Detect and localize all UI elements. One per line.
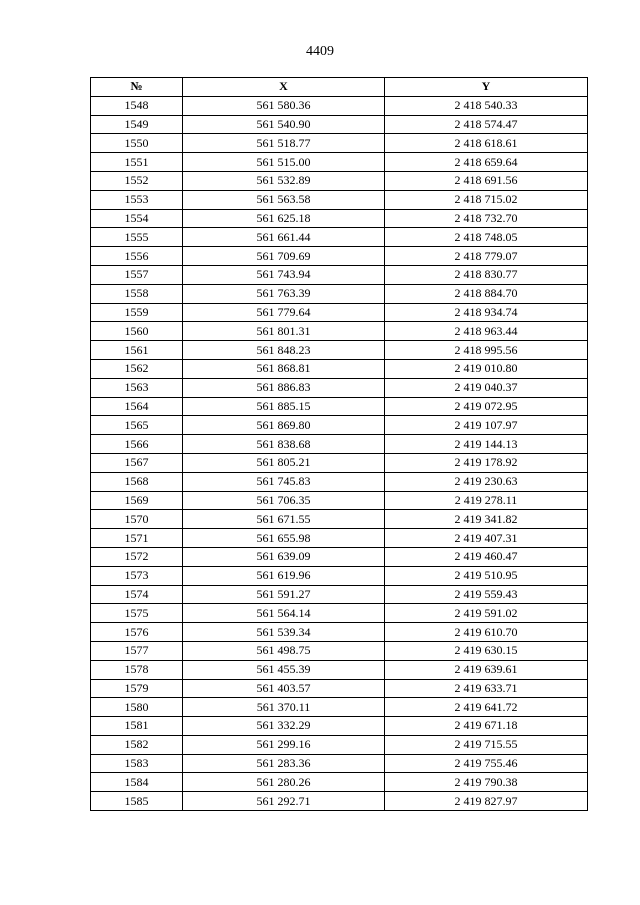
- cell-y: 2 418 748.05: [385, 228, 588, 247]
- table-header-row: [91, 78, 588, 97]
- cell-number: 1548: [91, 96, 183, 115]
- cell-number: 1550: [91, 134, 183, 153]
- table-row: [91, 735, 588, 754]
- cell-y: 2 418 659.64: [385, 153, 588, 172]
- cell-y: 2 419 641.72: [385, 698, 588, 717]
- cell-x: 561 539.34: [183, 623, 385, 642]
- cell-y: 2 418 934.74: [385, 303, 588, 322]
- column-header-x: X: [183, 78, 385, 97]
- cell-x: 561 580.36: [183, 96, 385, 115]
- cell-y: 2 418 830.77: [385, 265, 588, 284]
- table-row: [91, 322, 588, 341]
- cell-y: 2 419 072.95: [385, 397, 588, 416]
- cell-x: 561 540.90: [183, 115, 385, 134]
- table-row: [91, 510, 588, 529]
- cell-y: 2 418 691.56: [385, 171, 588, 190]
- cell-y: 2 418 540.33: [385, 96, 588, 115]
- cell-y: 2 419 633.71: [385, 679, 588, 698]
- table-row: [91, 359, 588, 378]
- cell-number: 1573: [91, 566, 183, 585]
- cell-x: 561 763.39: [183, 284, 385, 303]
- table-row: [91, 96, 588, 115]
- cell-y: 2 418 715.02: [385, 190, 588, 209]
- cell-y: 2 419 630.15: [385, 641, 588, 660]
- cell-number: 1576: [91, 623, 183, 642]
- cell-x: 561 518.77: [183, 134, 385, 153]
- cell-number: 1559: [91, 303, 183, 322]
- cell-x: 561 292.71: [183, 792, 385, 811]
- cell-number: 1571: [91, 529, 183, 548]
- cell-number: 1580: [91, 698, 183, 717]
- cell-number: 1549: [91, 115, 183, 134]
- cell-y: 2 419 790.38: [385, 773, 588, 792]
- cell-x: 561 532.89: [183, 171, 385, 190]
- cell-number: 1560: [91, 322, 183, 341]
- cell-y: 2 419 341.82: [385, 510, 588, 529]
- cell-number: 1558: [91, 284, 183, 303]
- table-row: [91, 604, 588, 623]
- cell-x: 561 370.11: [183, 698, 385, 717]
- cell-y: 2 418 732.70: [385, 209, 588, 228]
- cell-number: 1581: [91, 717, 183, 736]
- table-row: [91, 529, 588, 548]
- cell-y: 2 418 618.61: [385, 134, 588, 153]
- cell-x: 561 563.58: [183, 190, 385, 209]
- table-row: [91, 679, 588, 698]
- cell-number: 1565: [91, 416, 183, 435]
- table-row: [91, 660, 588, 679]
- cell-x: 561 848.23: [183, 341, 385, 360]
- table-row: [91, 265, 588, 284]
- cell-y: 2 419 510.95: [385, 566, 588, 585]
- cell-y: 2 419 639.61: [385, 660, 588, 679]
- cell-y: 2 419 827.97: [385, 792, 588, 811]
- cell-x: 561 671.55: [183, 510, 385, 529]
- column-header-y: Y: [385, 78, 588, 97]
- cell-number: 1561: [91, 341, 183, 360]
- cell-x: 561 886.83: [183, 378, 385, 397]
- cell-number: 1566: [91, 435, 183, 454]
- table-row: [91, 641, 588, 660]
- cell-x: 561 661.44: [183, 228, 385, 247]
- table-row: [91, 209, 588, 228]
- cell-number: 1564: [91, 397, 183, 416]
- cell-x: 561 838.68: [183, 435, 385, 454]
- table-row: [91, 153, 588, 172]
- cell-number: 1577: [91, 641, 183, 660]
- cell-x: 561 515.00: [183, 153, 385, 172]
- table-row: [91, 717, 588, 736]
- table-body: [91, 96, 588, 810]
- column-header-number: №: [91, 78, 183, 97]
- cell-number: 1554: [91, 209, 183, 228]
- table-row: [91, 792, 588, 811]
- cell-x: 561 280.26: [183, 773, 385, 792]
- cell-x: 561 332.29: [183, 717, 385, 736]
- cell-x: 561 283.36: [183, 754, 385, 773]
- cell-x: 561 564.14: [183, 604, 385, 623]
- cell-y: 2 419 755.46: [385, 754, 588, 773]
- cell-x: 561 743.94: [183, 265, 385, 284]
- cell-y: 2 419 107.97: [385, 416, 588, 435]
- table-row: [91, 397, 588, 416]
- cell-y: 2 419 715.55: [385, 735, 588, 754]
- cell-x: 561 639.09: [183, 547, 385, 566]
- table-row: [91, 472, 588, 491]
- table-row: [91, 453, 588, 472]
- cell-x: 561 869.80: [183, 416, 385, 435]
- cell-number: 1557: [91, 265, 183, 284]
- cell-number: 1572: [91, 547, 183, 566]
- table-row: [91, 773, 588, 792]
- table-row: [91, 566, 588, 585]
- table-row: [91, 698, 588, 717]
- cell-y: 2 419 407.31: [385, 529, 588, 548]
- cell-x: 561 709.69: [183, 247, 385, 266]
- cell-y: 2 419 278.11: [385, 491, 588, 510]
- cell-number: 1553: [91, 190, 183, 209]
- cell-y: 2 418 995.56: [385, 341, 588, 360]
- cell-x: 561 655.98: [183, 529, 385, 548]
- cell-y: 2 419 144.13: [385, 435, 588, 454]
- cell-x: 561 498.75: [183, 641, 385, 660]
- table-row: [91, 547, 588, 566]
- table-row: [91, 284, 588, 303]
- cell-number: 1582: [91, 735, 183, 754]
- cell-y: 2 418 963.44: [385, 322, 588, 341]
- cell-number: 1556: [91, 247, 183, 266]
- cell-x: 561 706.35: [183, 491, 385, 510]
- cell-y: 2 419 591.02: [385, 604, 588, 623]
- cell-y: 2 418 779.07: [385, 247, 588, 266]
- cell-x: 561 779.64: [183, 303, 385, 322]
- table-row: [91, 435, 588, 454]
- table-row: [91, 134, 588, 153]
- table-row: [91, 623, 588, 642]
- cell-x: 561 619.96: [183, 566, 385, 585]
- cell-x: 561 625.18: [183, 209, 385, 228]
- cell-y: 2 419 040.37: [385, 378, 588, 397]
- cell-number: 1563: [91, 378, 183, 397]
- table-row: [91, 247, 588, 266]
- table-row: [91, 171, 588, 190]
- cell-number: 1585: [91, 792, 183, 811]
- cell-x: 561 801.31: [183, 322, 385, 341]
- cell-number: 1569: [91, 491, 183, 510]
- cell-number: 1568: [91, 472, 183, 491]
- cell-number: 1555: [91, 228, 183, 247]
- cell-number: 1567: [91, 453, 183, 472]
- cell-number: 1584: [91, 773, 183, 792]
- cell-x: 561 403.57: [183, 679, 385, 698]
- cell-x: 561 455.39: [183, 660, 385, 679]
- table-row: [91, 378, 588, 397]
- cell-y: 2 419 671.18: [385, 717, 588, 736]
- table-row: [91, 341, 588, 360]
- table-row: [91, 585, 588, 604]
- cell-y: 2 418 574.47: [385, 115, 588, 134]
- table-row: [91, 115, 588, 134]
- cell-number: 1583: [91, 754, 183, 773]
- table-row: [91, 491, 588, 510]
- cell-number: 1552: [91, 171, 183, 190]
- cell-x: 561 868.81: [183, 359, 385, 378]
- table-row: [91, 303, 588, 322]
- cell-number: 1551: [91, 153, 183, 172]
- cell-y: 2 419 178.92: [385, 453, 588, 472]
- cell-x: 561 591.27: [183, 585, 385, 604]
- cell-y: 2 418 884.70: [385, 284, 588, 303]
- cell-y: 2 419 230.63: [385, 472, 588, 491]
- cell-number: 1570: [91, 510, 183, 529]
- cell-number: 1574: [91, 585, 183, 604]
- table-row: [91, 190, 588, 209]
- page-number: 4409: [306, 44, 334, 59]
- cell-number: 1575: [91, 604, 183, 623]
- cell-x: 561 885.15: [183, 397, 385, 416]
- cell-y: 2 419 559.43: [385, 585, 588, 604]
- table-row: [91, 228, 588, 247]
- table-row: [91, 754, 588, 773]
- cell-y: 2 419 010.80: [385, 359, 588, 378]
- cell-x: 561 299.16: [183, 735, 385, 754]
- cell-y: 2 419 460.47: [385, 547, 588, 566]
- cell-number: 1562: [91, 359, 183, 378]
- table-row: [91, 416, 588, 435]
- cell-number: 1579: [91, 679, 183, 698]
- cell-y: 2 419 610.70: [385, 623, 588, 642]
- cell-number: 1578: [91, 660, 183, 679]
- cell-x: 561 745.83: [183, 472, 385, 491]
- cell-x: 561 805.21: [183, 453, 385, 472]
- coordinates-table: [90, 77, 588, 811]
